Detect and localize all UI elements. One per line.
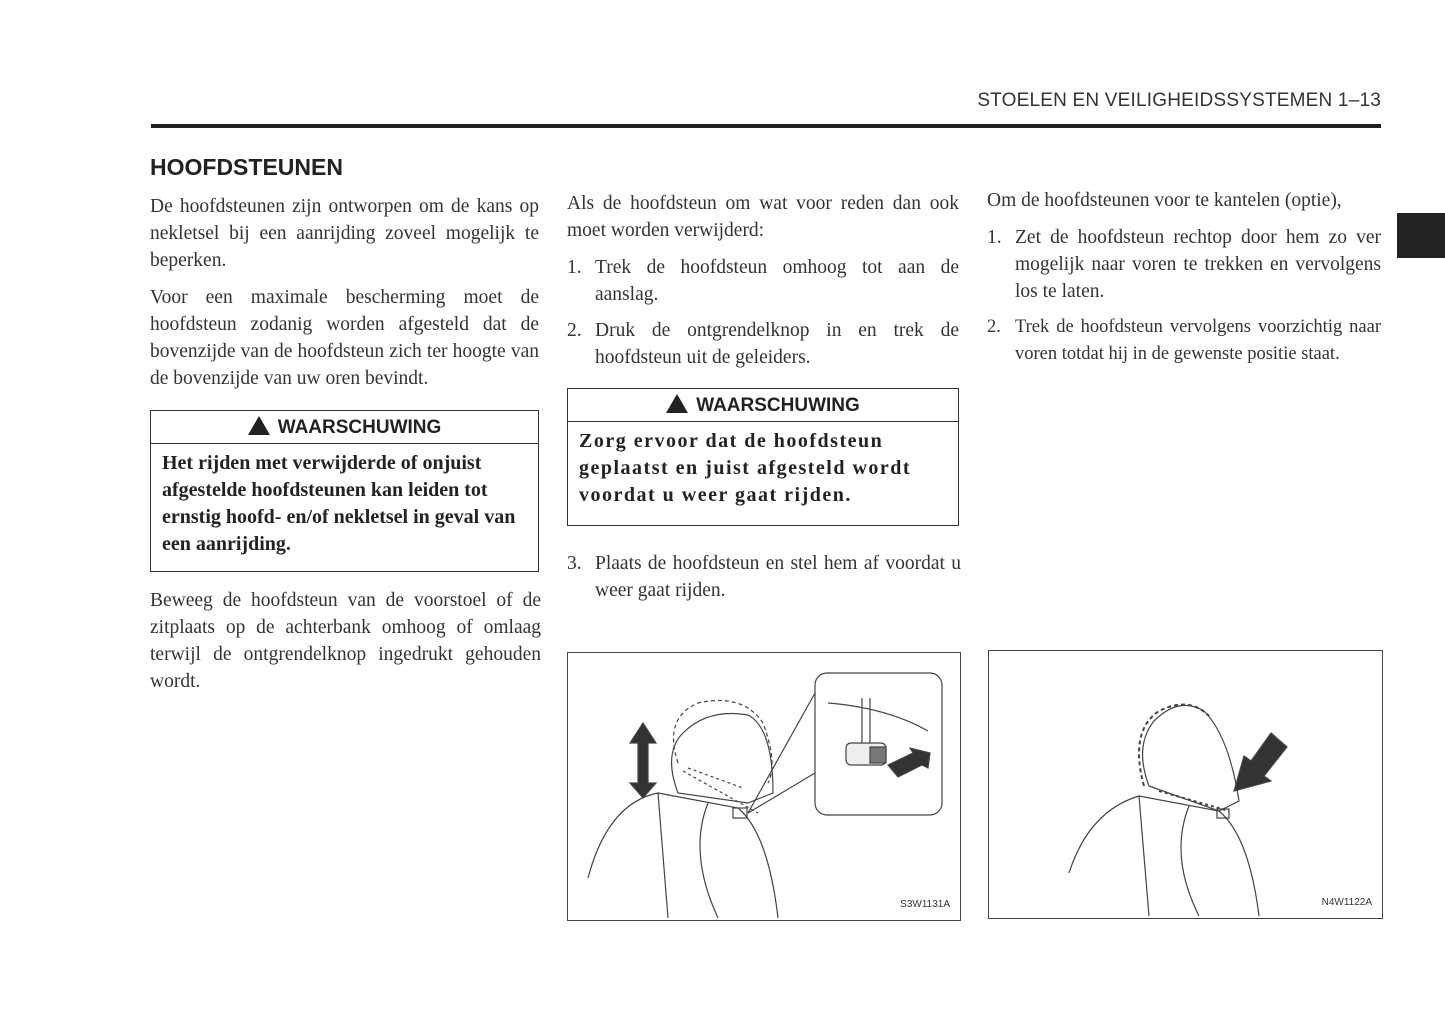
header-rule [151,124,1381,128]
list-number: 2. [567,320,582,341]
warning-text: Zorg ervoor dat de hoofdsteun geplaatst en juist afgesteld wordt voordat u weer gaat rijden. [579,430,912,506]
running-header: STOELEN EN VEILIGHEIDSSYSTEMEN 1–13 [977,90,1381,111]
warning-title: WAARSCHUWING [696,395,860,416]
warning-title: WAARSCHUWING [277,417,442,438]
list-number: 1. [987,227,1002,248]
paragraph-adjust-height: Voor een maximale bescherming moet de hoofdsteun zodanig worden afgesteld dat de bovenzijde van de hoofdsteun zich ter hoogte van de bovenzijde van uw oren bevindt. [150,287,539,389]
list-item [567,550,961,604]
warning-box-1 [150,410,539,572]
list-text: Trek de hoofdsteun omhoog tot aan de aanslag. [595,257,959,305]
list-text: Trek de hoofdsteun vervolgens voorzichtig naar voren totdat hij in de gewenste positie staat. [1015,317,1381,364]
headrest-release-illustration [568,653,960,920]
list-item [567,317,959,371]
paragraph-move: Beweeg de hoofdsteun van de voorstoel of de zitplaats op de achterbank omhoog of omlaag terwijl de ontgrendelknop ingedrukt gehouden wordt. [150,590,541,692]
list-item [987,224,1381,305]
list-item [567,254,959,308]
list-text: Druk de ontgrendelknop in en trek de hoofdsteun uit de geleiders. [595,320,959,368]
chapter-tab-marker [1397,213,1445,258]
list-number: 2. [987,317,1001,337]
figure-remove-headrest [567,652,961,921]
section-title: HOOFDSTEUNEN [150,154,343,180]
figure-code: N4W1122A [1321,897,1372,908]
list-number: 1. [567,257,582,278]
paragraph-intro: De hoofdsteunen zijn ontworpen om de kans op nekletsel bij een aanrijding zoveel mogelijk te beperken. [150,196,539,271]
paragraph-tilt-intro: Om de hoofdsteunen voor te kantelen (optie), [987,190,1342,211]
list-text: Zet de hoofdsteun rechtop door hem zo ver mogelijk naar voren te trekken en vervolgens los te laten. [1015,227,1381,302]
figure-code: S3W1131A [900,899,950,910]
list-number: 3. [567,553,582,574]
figure-tilt-headrest [988,650,1383,919]
warning-text: Het rijden met verwijderde of onjuist afgestelde hoofdsteunen kan leiden tot ernstig hoofd- en/of nekletsel in geval van een aanrijding. [162,452,516,555]
warning-box-2 [567,388,959,526]
list-item [987,314,1381,368]
paragraph-remove-intro: Als de hoofdsteun om wat voor reden dan ook moet worden verwijderd: [567,193,959,241]
headrest-tilt-illustration [989,651,1382,918]
warning-triangle-icon [666,394,688,413]
list-text: Plaats de hoofdsteun en stel hem af voordat u weer gaat rijden. [595,553,961,601]
warning-header [568,389,958,422]
warning-triangle-icon [248,416,270,435]
warning-header [151,411,538,444]
